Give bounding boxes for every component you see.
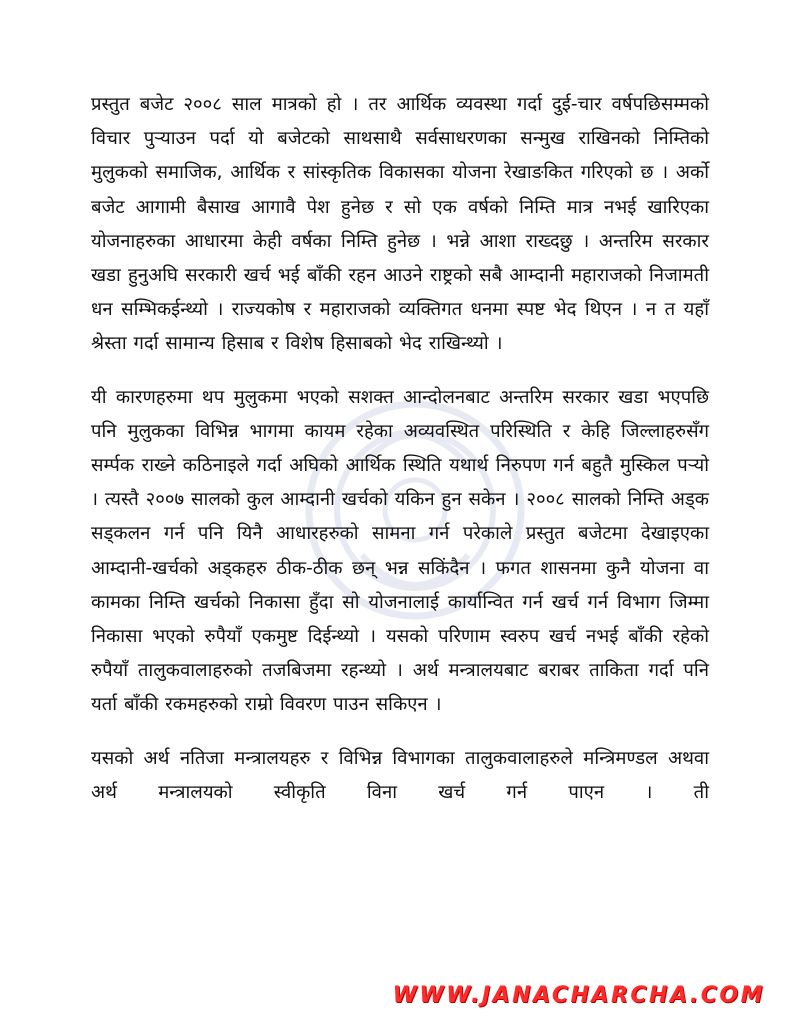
article-body: [91, 88, 709, 829]
paragraph-budget-intro: प्रस्तुत बजेट २००८ साल मात्रको हो । तर आर्थिक व्यवस्था गर्दा दुई-चार वर्षपछिसम्मको विचार पुऱ्याउन पर्दा यो बजेटको साथसाथै सर्वसाधरणका सन्मुख राखिनको निम्तिको मुलुकको समाजिक, आर्थिक र सांस्कृतिक विकासका योजना रेखाङकित गरिएको छ । अर्को बजेट आगामी बैसाख आगावै पेश हुनेछ र सो एक वर्षको निम्ति मात्र नभई खारिएका योजनाहरुका आधारमा केही वर्षका निम्ति हुनेछ । भन्ने आशा राख्दछु । अन्तरिम सरकार खडा हुनुअघि सरकारी खर्च भई बाँकी रहन आउने राष्ट्रको सबै आम्दानी महाराजको निजामती धन सम्भिकईन्थ्यो । राज्यकोष र महाराजको व्यक्तिगत धनमा स्पष्ट भेद थिएन । न त यहाँ श्रेस्ता गर्दा सामान्य हिसाब र विशेष हिसाबको भेद राखिन्थ्यो ।: [91, 94, 709, 355]
paragraph-ministry-approval: यसको अर्थ नतिजा मन्त्रालयहरु र विभिन्न विभागका तालुकवालाहरुले मन्त्रिमण्डल अथवा अर्थ मन्त्रालयको स्वीकृति विना खर्च गर्न पाएन । ती: [91, 747, 709, 803]
paragraph-interim-government: यी कारणहरुमा थप मुलुकमा भएको सशक्त आन्दोलनबाट अन्तरिम सरकार खडा भएपछि पनि मुलुकका विभिन्न भागमा कायम रहेका अव्यवस्थित परिस्थिति र केहि जिल्लाहरुसँग सर्म्पक राख्ने कठिनाइले गर्दा अघिको आर्थिक स्थिति यथार्थ निरुपण गर्न बहुतै मुस्किल पऱ्यो । त्यस्तै २००७ सालको कुल आम्दानी खर्चको यकिन हुन सकेन । २००८ सालको निम्ति अड्क सड्कलन गर्न पनि यिनै आधारहरुको सामना गर्न परेकाले प्रस्तुत बजेटमा देखाइएका आम्दानी-खर्चको अड्कहरु ठीक-ठीक छन् भन्न सकिंदैन । फगत शासनमा कुनै योजना वा कामका निम्ति खर्चको निकासा हुँदा सो योजनालाई कार्यान्वित गर्न खर्च गर्न विभाग जिम्मा निकासा भएको रुपैयाँ एकमुष्ट दिईन्थ्यो । यसको परिणाम स्वरुप खर्च नभई बाँकी रहेको रुपैयाँ तालुकवालाहरुको तजबिजमा रहन्थ्यो । अर्थ मन्त्रालयबाट बराबर ताकिता गर्दा पनि यर्ता बाँकी रकमहरुको राम्रो विवरण पाउन सकिएन ।: [91, 386, 709, 716]
site-url-watermark[interactable]: WWW.JANACHARCHA.COM: [392, 983, 765, 1008]
